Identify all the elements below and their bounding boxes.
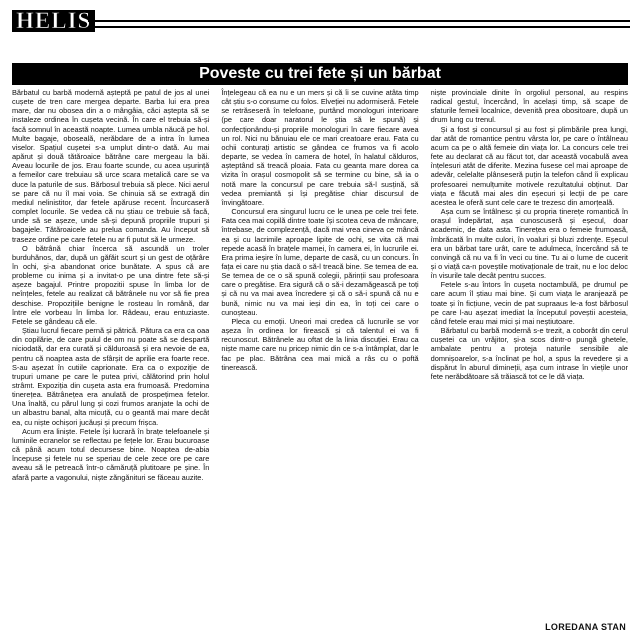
paragraph: Acum era liniște. Fetele își lucrară în brațe telefoanele și luminile ecranelor se reflectau pe fețele lor. Erau bucuroase că până acum totul decursese bine. Noaptea de-abia începuse și fetele nu se speriau de cele zece ore pe care aveau să le petreacă într-o cămăruță plutitoare pe șine. În afară parte a vagonului, niște zăngănituri se făceau auzite. bbox=[12, 426, 210, 482]
publication-logo: HELIS bbox=[12, 10, 95, 32]
paragraph: niște provinciale dinite în orgoliul personal, au respins radical gestul, încercând, în același timp, să scape de sfaturile femeii localnice, devenită prea obositoare, după un drum lung cu trenul. bbox=[430, 88, 628, 125]
paragraph: Concursul era singurul lucru ce le unea pe cele trei fete. Fata cea mai copilă dintre toate își scotea ceva de mâncare, întrebase, de complezență, dacă mai vrea cineva ce mâncă ea și cu lacrimile aproape lipite de ochi, se vita că mai repede acasă în brațele mamei, în camera ei, în lucrurile ei. Era prima ieșire în lume, departe de casă, cu un concurs. În fața ei care nu știa dacă o să-l treacă bine. Se temea de ea. Se temea de ce o să spună colegii, părinții sau profesoara care o pregătise. Era sigură că o să-i dezamăgească pe toți și că nu va mai avea încredere și că o să-i spună că nu e bună, nimic nu va mai ieși din ea, în toți cei care o cunoșteau. bbox=[221, 207, 419, 317]
paragraph: Așa cum se întâlnesc și cu propria tinerețe romantică în orașul îndepărtat, așa cunoscuseră și eșecul, doar academic, de data asta. Tinerețea era o femeie frumoasă, îmbrăcată în multe culori, în voaluri și bluzi zdrențe. Eșecul era un bărbat tare urât, care te adulmeca, încercând să te convingă că nu va fi în veci cu tine. Tu ai o lume de cucerit și o viață ca-n poveștile motivaționale de trait, nu e loc deloc în visurile tale decât pentru succes. bbox=[430, 207, 628, 281]
paragraph: Fetele s-au întors în cușeta noctambulă, pe drumul pe care acum îl știau mai bine. Și cum viața le aranjează pe toate și în ficțiune, vecin de pat supraaus le-a fost bărbosul pe care l-au așezat imediat la începutul poveștii acesteia, când fetele erau mai mici și mai neștiutoare. bbox=[430, 280, 628, 326]
paragraph: Bărbatul cu barbă modernă s-e trezit, a coborât din cerul cușetei ca un vrăjitor, și-a scos dintr-o pungă ghetele, ambalate pentru a proteja naturile sensibile ale domnișoarelor, s-a înclinat pe hol, a spus la revedere și a dispărut în aburul dimineții, așa cum intrase în viețile unor fete nerăbdătoare să trăiască tot ce le dă viața. bbox=[430, 326, 628, 381]
article-column-1 bbox=[12, 88, 209, 620]
article-body bbox=[12, 88, 628, 620]
article-column-3 bbox=[431, 88, 628, 620]
masthead bbox=[10, 6, 630, 36]
paragraph: Pleca cu emoții. Uneori mai credea că lucrurile se vor așeza în ordinea lor firească și că talentul ei va fi recunoscut. Bătrânele au oftat de la linia discuției. Erau ca niște mame care nu pricep nimic din ce s-a întâmplat, dar le fac pe plac. Bătrâna cea mai mică a râs cu o poftă tinerească. bbox=[221, 316, 419, 372]
article-author: LOREDANA STAN bbox=[545, 622, 626, 632]
paragraph: Înțelegeau că ea nu e un mers și că îi se cuvine atâta timp cât știu s-o consume cu folos. Elveției nu adormiseră. Fetele se retrăseseră în telefoane, purtând monologuri interioare (pe care doar naratorul le știa să le spună) și confecționându-și propriile monologuri în care fiecare avea un rol. Nici nu bănuiau ele ce mari creatoare erau. Fata cu ochii conturați artistic se gândea ce frumos va fi acolo departe, se vedea în camera de hotel, în halatul călduros, așteptând să treacă ploaia. Fata cu geanta mare dorea ca vizita în orașul cosmopolit să se termine cu bine, să ia o notă mare la concursul pe care trebuia să-l susțină, să vedea premiantă și își pregătise chiar discursul de învingătoare. bbox=[221, 88, 419, 207]
paragraph: Bărbatul cu barbă modernă așteptă pe patul de jos al unei cușete de tren care mergea departe. Barba lui era prea mare, dar nu obosea din a o mângâia, căci aștepta să se instaleze ordinea în cușeta vecină. În care el trebuia să-și facă somnul în această noapte. Lumea umbla năucă pe hol. Multe bagaje, oboseală, nerăbdare de a intra în lumea viselor. Spațiul cușetei s-a umplut dintr-o dată. Au mai apărut și două tătăroaice bătrâne care mergeau la băi. Aveau locurile de jos. Erau foarte scunde, cu acea ușurință a femeilor care trebuiau să urce scara metalică care se va duce la paturile de sus. Bărbosul trebuia să plece. Nici aerul se pare că nu îl mai voia. Se chinuia să se extragă din mediul nelinistitor, dar fetele apăruse recent. Încurcaseră complet locurile. Se vedea că nu știau ce trebuie să facă, unde să se așeze, unde să-și depună propriile trupuri și bagajele. Tătăroaicele au prelua comanda. Au început să traseze ordine pe care fetele nu ar fi putut să le urmeze. bbox=[12, 88, 210, 244]
article-title: Poveste cu trei fete și un bărbat bbox=[12, 63, 628, 85]
article-column-2 bbox=[221, 88, 418, 620]
paragraph: Știau lucrul fiecare pernă și pătrică. Pătura ca era ca oaa din copilărie, de care puiul de om nu poate să se despartă niciodată, dar era curată și călduroasă și era nevoie de ea, pentru că noaptea asta de sfârșit de aprilie era foarte rece. S-au așezat în cutiile caprionate. Era ca o expoziție de trupuri umane pe care le putea privi, călătorind prin holul strâmt. Expoziția din cușeta asta era frumoasă. Predomina tinerețea. Bătrânețea era anulată de prospețimea fetelor. Una înaltă, cu părul lung și cozi frumos aranjate la ochi de un albastru banal, alta micuță, cu o geantă mai mare decât ea, cu niște ochișori jucăuși și precum frișca. bbox=[12, 326, 210, 427]
masthead-rule bbox=[88, 20, 630, 28]
paragraph: Și a fost și concursul și au fost și plimbările prea lungi, dar atât de romantice pentru vârsta lor, pe care o întâlneau acum ca pe o altă femeie din viața lor. La concurs cele trei fete au declarat că au făcut tot, dar această vocabulă avea înțelesuri atât de diferite. Mezina fusese cel mai aproape de adevăr, celelalte plânseseră puțin la telefon când îi explicau profesoarei nemulțumite motivele rezultatului obținut. Dar viața e făcută mai ales din eșecuri și lecții de pe care acestea le oferă sunt cele care te trezesc din amorțeală. bbox=[430, 124, 628, 207]
paragraph: O bătrână chiar încerca să ascundă un troler burduhănos, dar, după un găfăit scurt și un gest de oțărâre în ochi, și-a abandonat orice bunătate. A spus că are probleme cu inima și a invitat-o pe una dintre fete să-și așeze bagajul. Printre propozitii spuse în limba lor de neînțeles, fetele au realizat că bătrânele nu vor să fie prea deschise. Propozițiile benigne le rosteau în română, dar între ele vorbeau în limba lor. Râdeau, erau entuziaste. Fetele se gândeau că ele. bbox=[12, 243, 210, 326]
